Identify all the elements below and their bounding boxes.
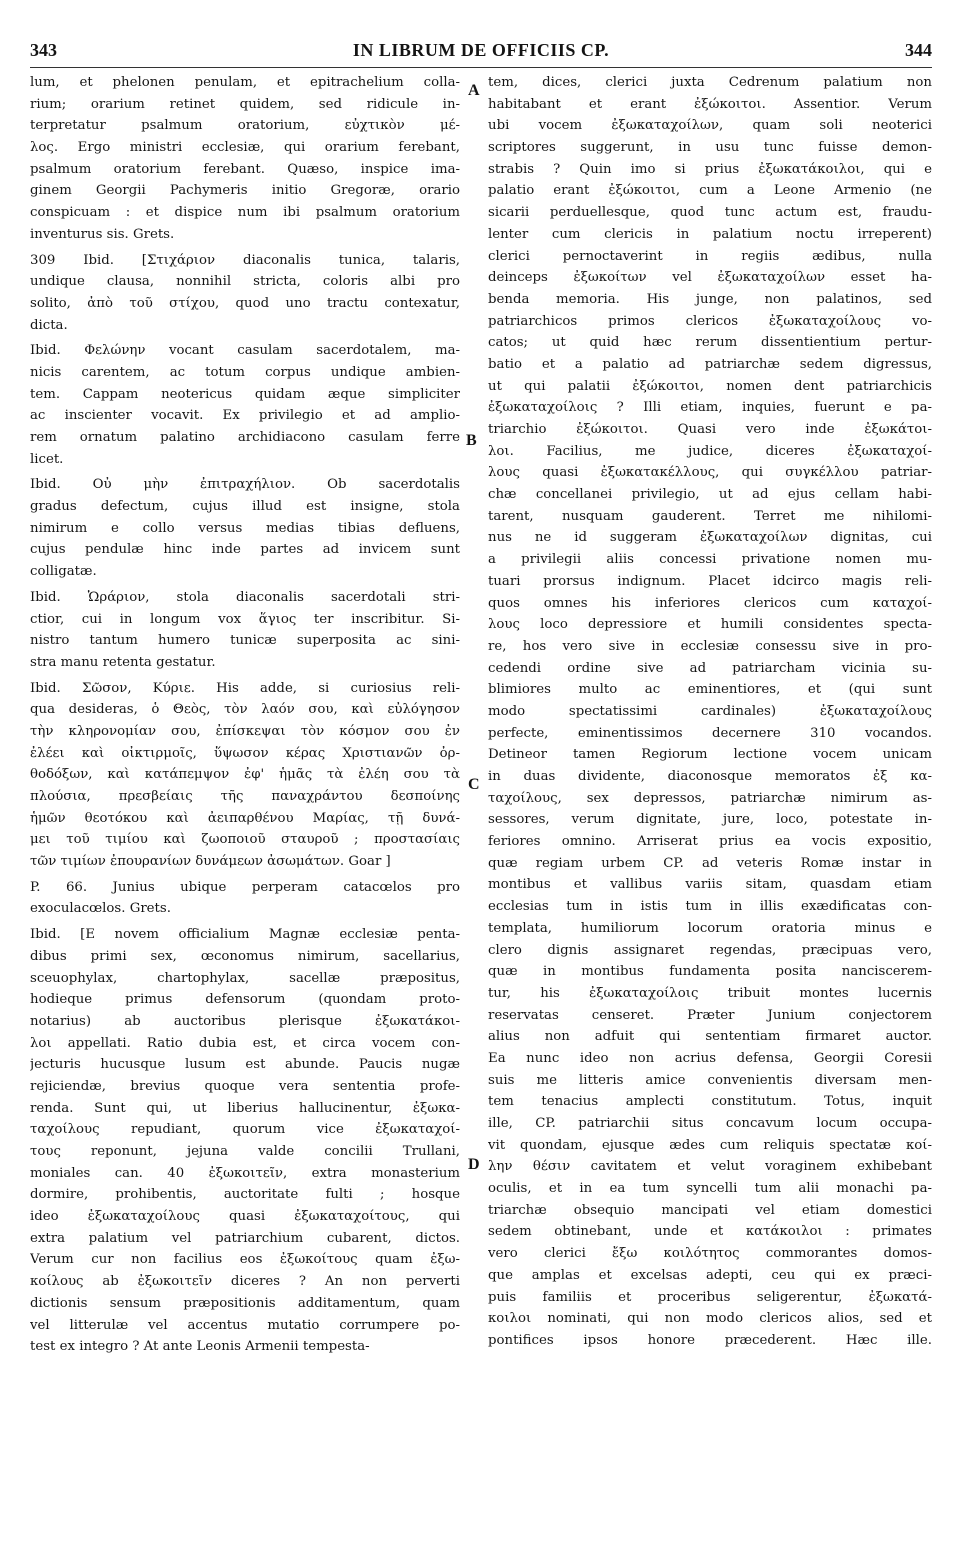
text-line: Ibid. Φελώνην vocant casulam sacerdotalem, ma- — [30, 343, 460, 359]
text-line: blimiores multo ac eminentiores, et (qui sunt — [488, 682, 932, 698]
text-line: sicarii perduellesque, quod tunc actum est, fraudu- — [488, 205, 932, 221]
text-line: licet. — [30, 451, 64, 467]
text-line: quæ regiam urbem CP. ad veteris Romæ instar in — [488, 855, 932, 871]
text-line: stra manu retenta gestatur. — [30, 654, 216, 670]
text-line: nicis carentem, ac totum corpus undique ambien- — [30, 364, 460, 380]
text-line: tem tenacius amplecti constitutum. Totus, inquit — [488, 1094, 932, 1110]
text-line: rejiciendæ, brevius quoque vera sententia profe- — [30, 1078, 460, 1094]
header-rule — [30, 67, 932, 68]
text-line: nimirum e collo versus medias tibias defluens, — [30, 520, 460, 536]
left-column — [30, 72, 460, 1358]
text-line: Ibid. [E novem officialium Magnæ ecclesiæ penta- — [30, 927, 460, 943]
text-line: Ibid. Ὡράριον, stola diaconalis sacerdotali stri- — [30, 589, 460, 605]
text-line: Ibid. Οὐ μὴν ἐπιτραχήλιον. Ob sacerdotalis — [30, 477, 460, 493]
text-line: ac inscienter vocavit. Ex privilegio et ad amplio- — [30, 408, 460, 424]
text-line: τῶν τιμίων ἐπουρανίων δυνάμεων ἀσωμάτων. Goar ] — [30, 854, 391, 870]
text-line: ἡμῶν θεοτόκου καὶ ἀειπαρθένου Μαρίας, τῇ δυνά- — [30, 810, 460, 826]
text-line: oculis, et in ea tum syncelli tum alii monachi pa- — [488, 1181, 932, 1197]
text-line: κοιλοι nominati, qui non modo clericos alios, sed et — [488, 1311, 932, 1327]
text-line: qua desideras, ὁ Θεὸς, τὸν λαόν σου, καὶ εὐλόγησον — [30, 702, 460, 718]
text-line: ut qui palatii ἐξώκοιτοι, nomen dent patriarchicis — [488, 378, 932, 394]
text-line: psalmum oratorium ferebant. Quæso, inspice ima- — [30, 161, 460, 177]
text-line: λους quasi ἐξωκατακέλλους, qui συγκέλλου patriar- — [488, 465, 932, 481]
text-line: puis familiis et proceribus seligerentur, ἐξωκατά- — [488, 1289, 932, 1305]
text-line: que amplas et excelsas adepti, ceu qui ex præci- — [488, 1267, 932, 1283]
text-line: tur, his ἐξωκαταχοίλοις tribuit montes lucernis — [488, 985, 932, 1001]
text-line: sedem obtinebant, unde et κατάκοιλοι : primates — [488, 1224, 932, 1240]
text-line: Ibid. Σῶσον, Κύριε. His adde, si curiosius reli- — [30, 680, 460, 696]
text-line: sceuophylax, chartophylax, sacellæ præpositus, — [30, 970, 460, 986]
text-line: rium; orarium retinet quidem, sed ridicule in- — [30, 96, 460, 112]
margin-letter-a: A — [468, 82, 480, 99]
text-line: τους reponunt, jejuna valde concilii Trullani, — [30, 1144, 460, 1159]
text-line: sessores, verum dignitate, jure, loco, potestate in- — [488, 812, 932, 828]
text-line: batio et a palatio ad patriarchæ sedem digressus, — [488, 356, 932, 372]
text-line: ctior, cui in longum vox ἅγιος ter inscribitur. Si- — [30, 611, 460, 627]
text-line: lum, et phelonen penulam, et epitrachelium colla- — [30, 75, 460, 90]
text-line: scriptores suggerunt, in usu tunc fuisse demon- — [488, 140, 932, 156]
text-line: 309 Ibid. [Στιχάριον diaconalis tunica, talaris, — [30, 252, 460, 268]
text-line: λοι appellati. Ratio dubia est, et circa vocem con- — [30, 1035, 460, 1051]
text-line: inventurus sis. Grets. — [30, 226, 175, 242]
text-line: quæ in montibus fundamenta posita nanciscerem- — [488, 964, 932, 980]
text-line: cedendi ordine sive ad patriarcham vicinia su- — [488, 660, 932, 676]
text-line: gradus defectum, cujus illud est insigne, stola — [30, 499, 460, 515]
text-line: ecclesias tum in istis tum in illis exædificatas con- — [488, 899, 932, 915]
text-line: πλούσια, πρεσβείαις τῆς παναχράντου δεσποίνης — [30, 789, 460, 804]
text-line: dicta. — [30, 317, 68, 333]
text-line: templata, humiliorum locorum oratoria minus e — [488, 920, 932, 936]
text-line: λην θέσιν cavitatem et velut voraginem exhibebant — [488, 1159, 932, 1175]
text-line: ταχοίλους repudiant, quorum vice ἐξωκαταχοί- — [30, 1122, 460, 1138]
text-line: extra palatium vel patriarchium cubarent, dictos. — [30, 1230, 460, 1246]
text-line: hodieque primus defensorum (quondam proto- — [30, 992, 460, 1008]
text-line: clero dignis assignaret regendas, præcipuas vero, — [488, 942, 932, 958]
text-line: tarent, nusquam gauderent. Terret me nihilomi- — [488, 508, 932, 524]
text-line: deinceps ἐξωκοίτων vel ἐξωκαταχοίλων esset ha- — [488, 270, 932, 286]
margin-letter-d: D — [468, 1156, 480, 1173]
margin-letter-c: C — [468, 776, 480, 793]
text-line: colligatæ. — [30, 564, 97, 580]
text-line: λοι. Facilius, me judice, diceres ἐξωκαταχοί- — [488, 443, 932, 459]
running-title: IN LIBRUM DE OFFICIIS CP. — [352, 40, 610, 60]
text-line: quos omnes his inferiores clericos cum καταχοί- — [488, 595, 932, 611]
text-line: tuari prorsus indignum. Placet idcirco magis reli- — [488, 573, 932, 589]
text-line: chæ concellanei privilegio, ut ad ejus cellam habi- — [488, 487, 932, 503]
text-line: patriarchicos primos clericos ἐξωκαταχοίλους vo- — [488, 313, 932, 329]
text-line: vel litterulæ vel accentus mutatio corrumpere po- — [30, 1317, 460, 1333]
text-line: renda. Sunt qui, ut liberius hallucinentur, ἐξωκα- — [30, 1100, 460, 1116]
text-line: undique clausa, nonnihil stricta, coloris albi pro — [30, 274, 460, 290]
text-line: strabis ? Quin imo si prius ἐξωκατάκοιλοι, qui e — [488, 161, 932, 177]
text-line: montibus et vallibus variis sitam, quasdam etiam — [488, 877, 932, 893]
text-line: a privilegii aliis concessi privatione nomen mu- — [488, 552, 932, 568]
text-line: palatio erant ἐξώκοιτοι, cum a Leone Armenio (ne — [488, 183, 932, 199]
text-line: conspicuam : et dispice num ibi psalmum oratorium — [30, 205, 460, 221]
text-line: ubi vocem ἐξωκαταχοίλων, quam soli neoterici — [488, 118, 932, 134]
text-line: feriores omnino. Arriserat prius ea vocis expositio, — [488, 834, 932, 850]
text-line: triarchæ obsequio mancipati vel etiam domestici — [488, 1202, 932, 1218]
text-line: vit quondam, ejusque ædes cum reliquis spectatæ κοί- — [488, 1137, 932, 1153]
text-line: terpretatur psalmum oratorium, εὐχτικὸν μέ- — [30, 118, 460, 134]
page-number-right: 344 — [905, 40, 932, 60]
text-line: tem. Cappam neotericus quidam æque simpliciter — [30, 386, 460, 402]
text-line: rem ornatum palatino archidiacono casulam ferre — [30, 430, 460, 445]
text-line: ginem Georgii Pachymeris initio Gregoræ, orario — [30, 183, 460, 199]
text-line: alius non adfuit qui sententiam firmaret auctor. — [488, 1029, 932, 1045]
text-line: ἐξωκαταχοίλοις ? Illi etiam, inquies, fuerunt e pa- — [488, 400, 932, 416]
text-line: in duas dividente, diaconosque memoratos ἐξ κα- — [488, 769, 932, 784]
text-line: pontifices ipsos honore præcederent. Hæc ille. — [488, 1332, 932, 1348]
page-number-left: 343 — [30, 40, 57, 60]
text-line: τὴν κληρονομίαν σου, ἐπίσκεψαι τὸν κόσμον σου ἐν — [30, 723, 460, 739]
text-line: ἐλέει καὶ οἰκτιρμοῖς, ὕψωσον κέρας Χριστιανῶν ὀρ- — [30, 745, 460, 761]
text-line: lenter cum clericis in palatium noctu irreperent) — [488, 226, 932, 242]
text-line: κοίλους ab ἐξωκοιτεῖν diceres ? An non perverti — [30, 1274, 460, 1290]
text-line: ideo ἐξωκαταχοίλους quasi ἐξωκαταχοίτους, qui — [30, 1209, 460, 1225]
text-line: P. 66. Junius ubique perperam catacœlos pro — [30, 879, 460, 895]
text-line: ille, CP. patriarchii situs concavum locum occupa- — [488, 1116, 932, 1131]
text-line: notarius) ab auctoribus plerisque ἐξωκατάκοι- — [30, 1013, 460, 1029]
text-line: habitabant et erant ἐξώκοιτοι. Assentior. Verum — [488, 96, 932, 112]
page-header — [30, 40, 932, 66]
text-line: re, hos vero sive in ecclesiæ consessu sive in pro- — [488, 638, 932, 654]
text-line: exoculacœlos. Grets. — [30, 901, 171, 917]
text-line: jecturis hucusque lusum est abunde. Paucis nugæ — [30, 1057, 460, 1073]
text-line: benda memoria. His junge, non palatinos, sed — [488, 291, 932, 307]
text-line: Ea nunc ideo non acrius defensa, Georgii Coresii — [488, 1050, 932, 1066]
text-line: triarchio ἐξώκοιτοι. Quasi vero inde ἐξωκάτοι- — [488, 422, 932, 437]
text-line: clerici pernoctaverint in regiis ædibus, nulla — [488, 248, 932, 264]
text-line: λος. Ergo ministri ecclesiæ, qui orarium ferebant, — [30, 140, 460, 156]
text-line: nus ne id suggeram ἐξωκαταχοίλων dignitas, cui — [488, 530, 932, 546]
text-line: modo spectatissimi cardinales) ἐξωκαταχοίλους — [488, 703, 932, 719]
text-line: θοδόξων, καὶ κατάπεμψον ἐφ' ἡμᾶς τὰ ἐλέη σου τὰ — [30, 767, 460, 783]
text-line: suis me litteris amice convenientis diversam men- — [488, 1072, 932, 1088]
text-line: ταχοίλους, sex depressos, patriarchæ nimirum as- — [488, 790, 932, 806]
text-line: tem, dices, clerici juxta Cedrenum palatium non — [488, 75, 932, 90]
text-line: λους loco depressiore et humili considentes specta- — [488, 617, 932, 633]
text-line: vero clerici ἔξω κοιλότητος commorantes domos- — [488, 1246, 932, 1262]
right-column — [488, 72, 932, 1352]
text-line: solito, ἀπὸ τοῦ στίχου, quod uno tractu contexatur, — [30, 295, 460, 311]
text-line: test ex integro ? At ante Leonis Armenii tempesta- — [30, 1339, 370, 1355]
text-line: Detineor tamen Regiorum lectione vocem unicam — [488, 747, 932, 763]
text-line: catos; ut quid hæc rerum dissentientium pertur- — [488, 335, 932, 351]
text-line: dictionis sensum præpositionis additamentum, quam — [30, 1295, 460, 1311]
text-line: cujus pendulæ hinc inde partes ad invicem sunt — [30, 542, 460, 558]
text-line: reservatas censeret. Præter Junium conjectorem — [488, 1007, 932, 1023]
text-line: dormire, prohibentis, auctoritate fulti ; hosque — [30, 1187, 460, 1203]
margin-letter-b: B — [466, 432, 477, 449]
text-line: μει τοῦ τιμίου καὶ ζωοποιοῦ σταυροῦ ; προστασίαις — [30, 832, 460, 848]
text-line: nistro tantum humero tunicæ superposita ac sini- — [30, 633, 460, 649]
text-line: moniales can. 40 ἐξωκοιτεῖν, extra monasterium — [30, 1165, 460, 1181]
text-line: dibus primi sex, œconomus nimirum, sacellarius, — [30, 948, 460, 964]
text-line: Verum cur non facilius eos ἐξωκοίτους quam ἐξω- — [30, 1252, 460, 1268]
text-line: perfecte, eminentissimos decernere 310 vocandos. — [488, 725, 932, 741]
